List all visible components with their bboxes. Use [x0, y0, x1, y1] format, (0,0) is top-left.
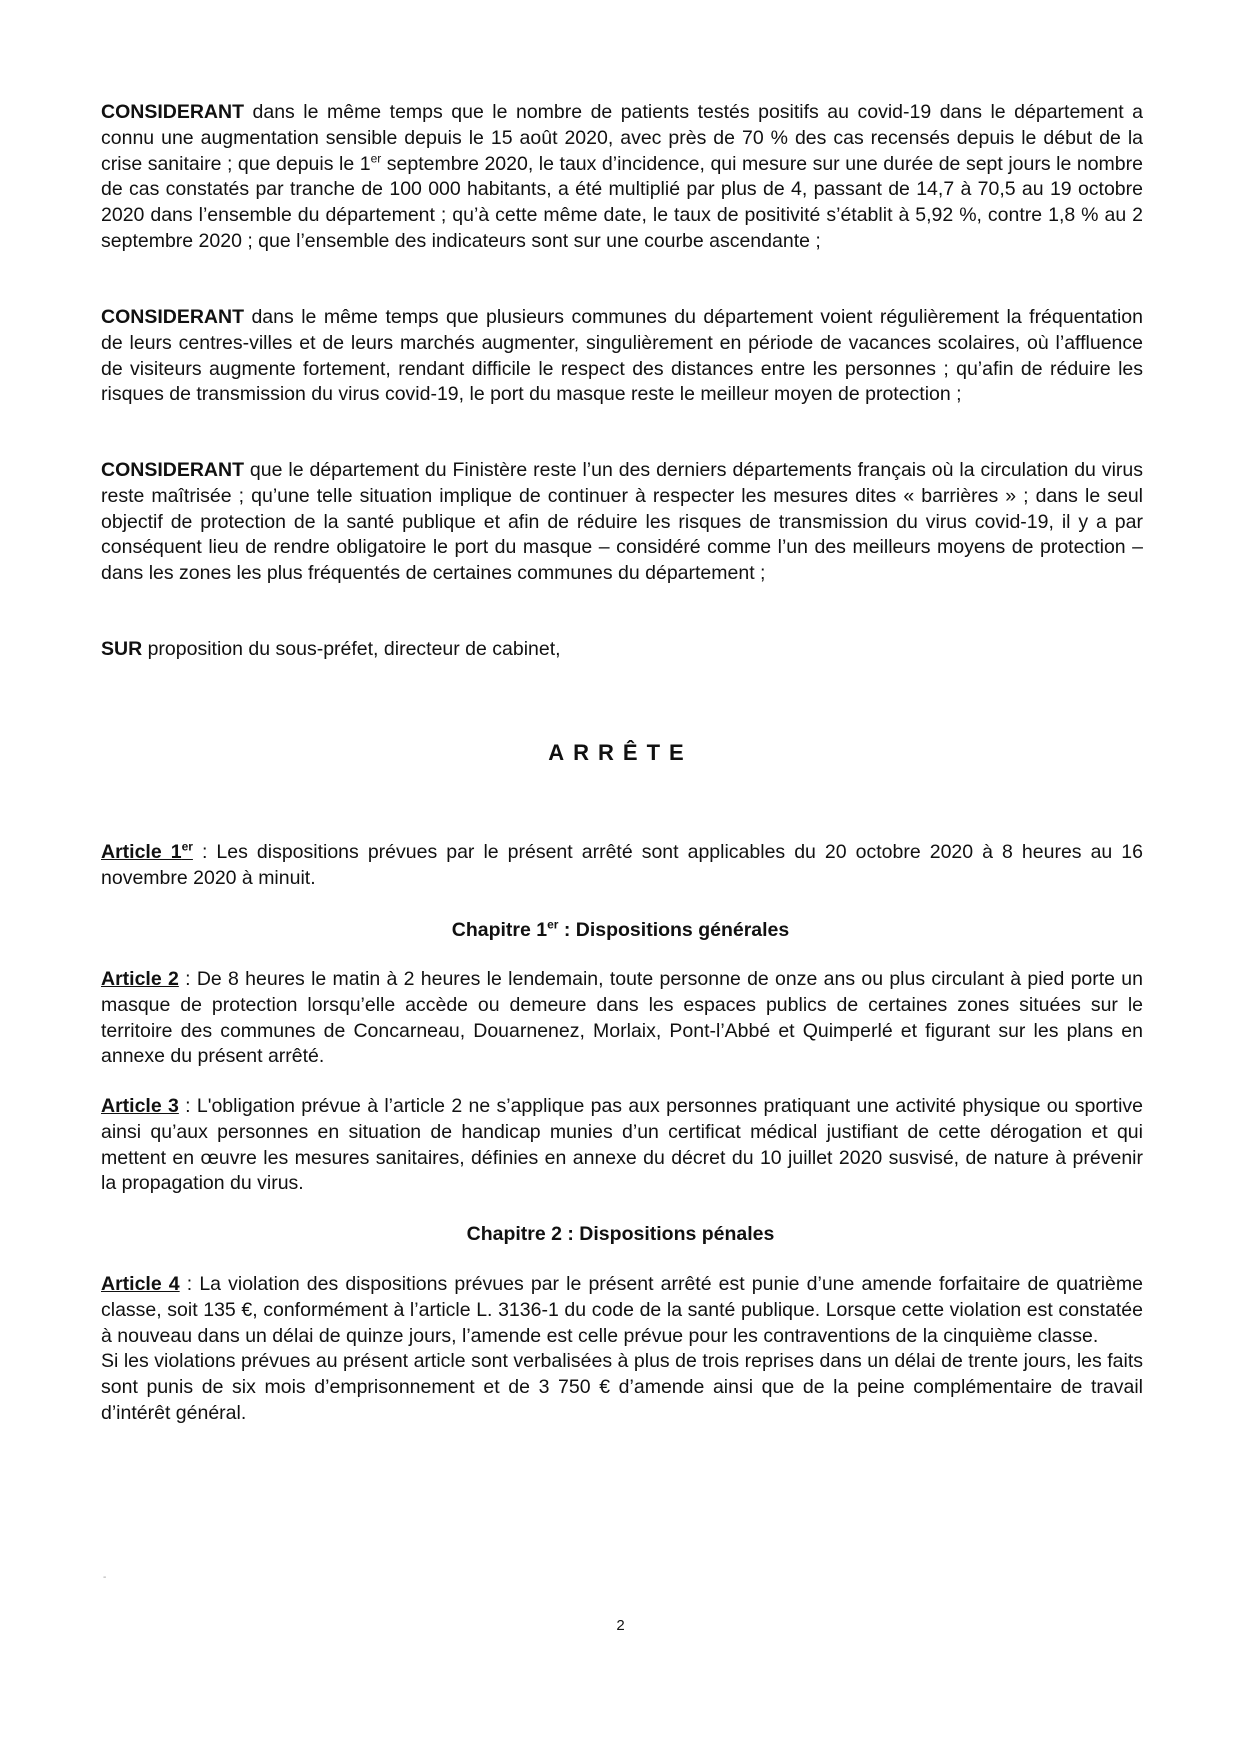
considerant-paragraph-3	[101, 458, 1143, 587]
article-text: : L'obligation prévue à l’article 2 ne s’applique pas aux personnes pratiquant une activité physique ou sportive ainsi qu’aux personnes en situation de handicap munies d’un certificat médical justifiant de cette dérogation et qui mettent en œuvre les mesures sanitaires, définies en annexe du décret du 10 juillet 2020 susvisé, de nature à prévenir la propagation du virus.	[101, 1095, 1144, 1195]
chapter-heading-2: Chapitre 2 : Dispositions pénales	[466, 1223, 775, 1245]
article-3	[101, 1094, 1143, 1197]
considerant-text: dans le même temps que plusieurs communes du département voient régulièrement la fréquentation de leurs centres-villes et de leurs marchés augmenter, singulièrement en période de vacances scolaires, où l’affluence de visiteurs augmente fortement, rendant difficile le respect des distances entre les personnes ; qu’afin de réduire les risques de transmission du virus covid-19, le port du masque reste le meilleur moyen de protection ;	[101, 306, 1143, 406]
page-number: 2	[616, 1617, 625, 1634]
article-text: : La violation des dispositions prévues par le présent arrêté est punie d’une amende forfaitaire de quatrième classe, soit 135 €, conformément à l’article L. 3136-1 du code de la santé publique. Lorsque cette violation est constatée à nouveau dans un délai de quinze jours, l’amende est celle prévue pour les contraventions de la cinquième classe.	[101, 1273, 1143, 1347]
chapter-label: Chapitre 1	[451, 919, 548, 941]
article-1	[101, 840, 1143, 892]
considerant-text: dans le même temps que le nombre de patients testés positifs au covid-19 dans le département a connu une augmentation sensible depuis le 15 août 2020, avec près de 70 % des cas recensés depuis le début de la crise sanitaire ; que depuis le 1	[101, 101, 1143, 175]
considerant-text-continued: septembre 2020, le taux d’incidence, qui mesure sur une durée de sept jours le nombre de cas constatés par tranche de 100 000 habitants, a été multiplié par plus de 4, passant de 14,7 à 70,5 au 19 octobre 2020 dans l’ensemble du département ; qu’à cette même date, le taux de positivité s’établit à 5,92 %, contre 1,8 % au 2 septembre 2020 ; que l’ensemble des indicateurs sont sur une courbe ascendante ;	[101, 152, 1143, 252]
article-text-continued: Si les violations prévues au présent article sont verbalisées à plus de trois reprises dans un délai de trente jours, les faits sont punis de six mois d’emprisonnement et de 3 750 € d’amende ainsi que de la peine complémentaire de travail d’intérêt général.	[101, 1350, 1143, 1424]
sur-text: proposition du sous-préfet, directeur de cabinet,	[142, 638, 561, 660]
article-text: : De 8 heures le matin à 2 heures le lendemain, toute personne de onze ans ou plus circulant à pied porte un masque de protection lorsqu’elle accède ou demeure dans les espaces publics de certaines zones situées sur le territoire des communes de Concarneau, Douarnenez, Morlaix, Pont-l’Abbé et Quimperlé et figurant sur les plans en annexe du présent arrêté.	[101, 968, 1143, 1068]
scan-mark: -	[103, 1572, 107, 1583]
article-label: Article 4	[101, 1273, 180, 1295]
considerant-label: CONSIDERANT	[101, 101, 245, 123]
considerant-paragraph-2	[101, 305, 1143, 408]
ordinal-superscript: er	[370, 151, 382, 166]
arrete-title: ARRÊTE	[548, 740, 693, 765]
article-label: Article 3	[101, 1095, 179, 1117]
considerant-paragraph-1	[101, 100, 1143, 255]
article-label: Article 2	[101, 968, 179, 990]
article-text: : Les dispositions prévues par le présent arrêté sont applicables du 20 octobre 2020 à 8 heures au 16 novembre 2020 à minuit.	[101, 841, 1143, 889]
sur-proposition-paragraph	[101, 637, 1143, 663]
article-label	[101, 841, 193, 863]
considerant-label: CONSIDERANT	[101, 459, 245, 481]
ordinal-superscript: er	[181, 839, 193, 854]
chapter-heading-1	[0, 918, 1241, 944]
considerant-label: CONSIDERANT	[101, 306, 245, 328]
sur-label: SUR	[101, 638, 143, 660]
considerant-text: que le département du Finistère reste l’un des derniers départements français où la circulation du virus reste maîtrisée ; qu’une telle situation implique de continuer à respecter les mesures dites « barrières » ; dans le seul objectif de protection de la santé publique et afin de réduire les risques de transmission du virus covid-19, il y a par conséquent lieu de rendre obligatoire le port du masque – considéré comme l’un des meilleurs moyens de protection – dans les zones les plus fréquentés de certaines communes du département ;	[101, 459, 1143, 585]
article-4	[101, 1272, 1143, 1427]
chapter-title: : Dispositions générales	[558, 919, 790, 941]
ordinal-superscript: er	[547, 917, 559, 932]
article-2	[101, 967, 1143, 1070]
article-label-text: Article 1	[101, 841, 182, 863]
